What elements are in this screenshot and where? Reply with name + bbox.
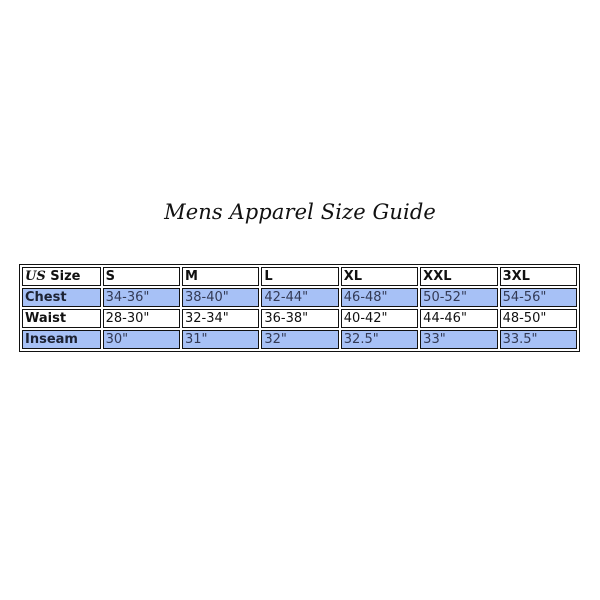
us-label: US [25, 269, 46, 284]
table-cell: 42-44" [261, 288, 338, 307]
table-cell: 48-50" [500, 309, 577, 328]
table-cell: 28-30" [103, 309, 180, 328]
table-header-row [22, 267, 577, 286]
table-cell: 34-36" [103, 288, 180, 307]
table-row-chest [22, 288, 577, 307]
size-guide-table [19, 264, 580, 352]
table-cell: 30" [103, 330, 180, 349]
table-cell: 33.5" [500, 330, 577, 349]
table-row-inseam [22, 330, 577, 349]
table-row-waist [22, 309, 577, 328]
size-header-xxl: XXL [420, 267, 497, 286]
row-label-inseam: Inseam [22, 330, 101, 349]
table-cell: 54-56" [500, 288, 577, 307]
size-header-3xl: 3XL [500, 267, 577, 286]
row-label-waist: Waist [22, 309, 101, 328]
size-header-l: L [261, 267, 338, 286]
table-cell: 31" [182, 330, 259, 349]
size-label: Size [45, 269, 81, 284]
page-title: Mens Apparel Size Guide [164, 200, 436, 224]
table-cell: 46-48" [341, 288, 418, 307]
table-cell: 32-34" [182, 309, 259, 328]
table-cell: 32" [261, 330, 338, 349]
table-cell: 33" [420, 330, 497, 349]
size-header-xl: XL [341, 267, 418, 286]
size-header-s: S [103, 267, 180, 286]
table-cell: 44-46" [420, 309, 497, 328]
table-cell: 38-40" [182, 288, 259, 307]
row-label-chest: Chest [22, 288, 101, 307]
table-cell: 36-38" [261, 309, 338, 328]
table-cell: 40-42" [341, 309, 418, 328]
table-cell: 32.5" [341, 330, 418, 349]
size-header-m: M [182, 267, 259, 286]
corner-header-cell [22, 267, 101, 286]
table-cell: 50-52" [420, 288, 497, 307]
